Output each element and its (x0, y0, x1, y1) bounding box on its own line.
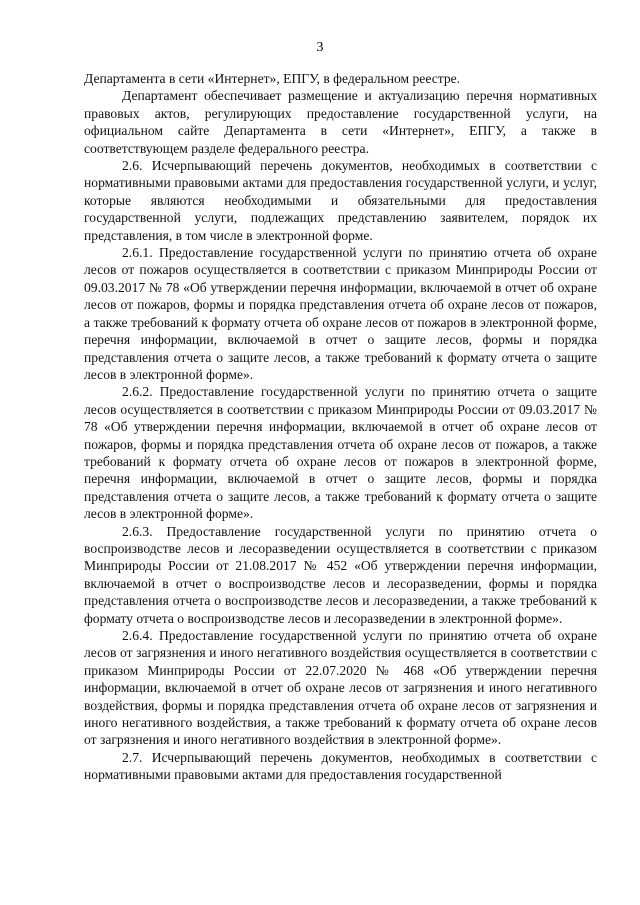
paragraph-2-6-1: 2.6.1. Предоставление государственной услуги по принятию отчета об охране лесов от пожаров осуществляется в соответствии с приказом Минприроды России от 09.03.2017 № 78 «Об утверждении перечня информации, включаемой в отчет об охране лесов от пожаров, формы и порядка представления отчета об охране лесов от пожаров, а также требований к формату отчета об охране лесов от пожаров в электронной форме, перечня информации, включаемой в отчет о защите лесов, формы и порядка представления отчета о защите лесов, а также требований к формату отчета о защите лесов в электронной форме». (84, 245, 597, 382)
paragraph-department-publication: Департамент обеспечивает размещение и актуализацию перечня нормативных правовых актов, регулирующих предоставление государственной услуги, на официальном сайте Департамента в сети «Интернет», ЕПГУ, а также в соответствующем разделе федерального реестра. (84, 88, 597, 156)
paragraph-2-6-4: 2.6.4. Предоставление государственной услуги по принятию отчета об охране лесов от загрязнения и иного негативного воздействия осуществляется в соответствии с приказом Минприроды России от 22.07.2020 № 468 «Об утверждении перечня информации, включаемой в отчет об охране лесов от загрязнения и иного негативного воздействия, формы и порядка представления отчета об охране лесов от загрязнения и иного негативного воздействия, а также требований к формату отчета об охране лесов от загрязнения и иного негативного воздействия в электронной форме». (84, 628, 597, 748)
paragraph-2-7: 2.7. Исчерпывающий перечень документов, необходимых в соответствии с нормативными правовыми актами для предоставления государственной (84, 749, 597, 783)
paragraph-2-6-2: 2.6.2. Предоставление государственной услуги по принятию отчета о защите лесов осуществляется в соответствии с приказом Минприроды России от 09.03.2017 № 78 «Об утверждении перечня информации, включаемой в отчет об охране лесов от пожаров, формы и порядка представления отчета об охране лесов от пожаров, а также требований к формату отчета об охране лесов от пожаров в электронной форме, перечня информации, включаемой в отчет о защите лесов, формы и порядка представления отчета о защите лесов, а также требований к формату отчета о защите лесов в электронной форме». (84, 384, 597, 522)
paragraph-2-6-3: 2.6.3. Предоставление государственной услуги по принятию отчета о воспроизводстве лесов и лесоразведении осуществляется в соответствии с приказом Минприроды России от 21.08.2017 № 452 «Об утверждении перечня информации, включаемой в отчет о воспроизводстве лесов и лесоразведении, формы и порядка представления отчета о воспроизводстве лесов и лесоразведении, а также требований к формату отчета о воспроизводстве лесов и лесоразведении в электронной форме». (84, 523, 597, 626)
paragraph-continuation: Департамента в сети «Интернет», ЕПГУ, в федеральном реестре. (84, 71, 461, 86)
paragraph-2-6: 2.6. Исчерпывающий перечень документов, необходимых в соответствии с нормативными правовыми актами для предоставления государственной услуги, и услуг, которые являются необходимыми и обязательными для предоставления государственной услуги, подлежащих представлению заявителем, порядок их представления, в том числе в электронной форме. (84, 158, 597, 243)
page-number: 3 (316, 40, 324, 55)
document-body (84, 70, 597, 784)
